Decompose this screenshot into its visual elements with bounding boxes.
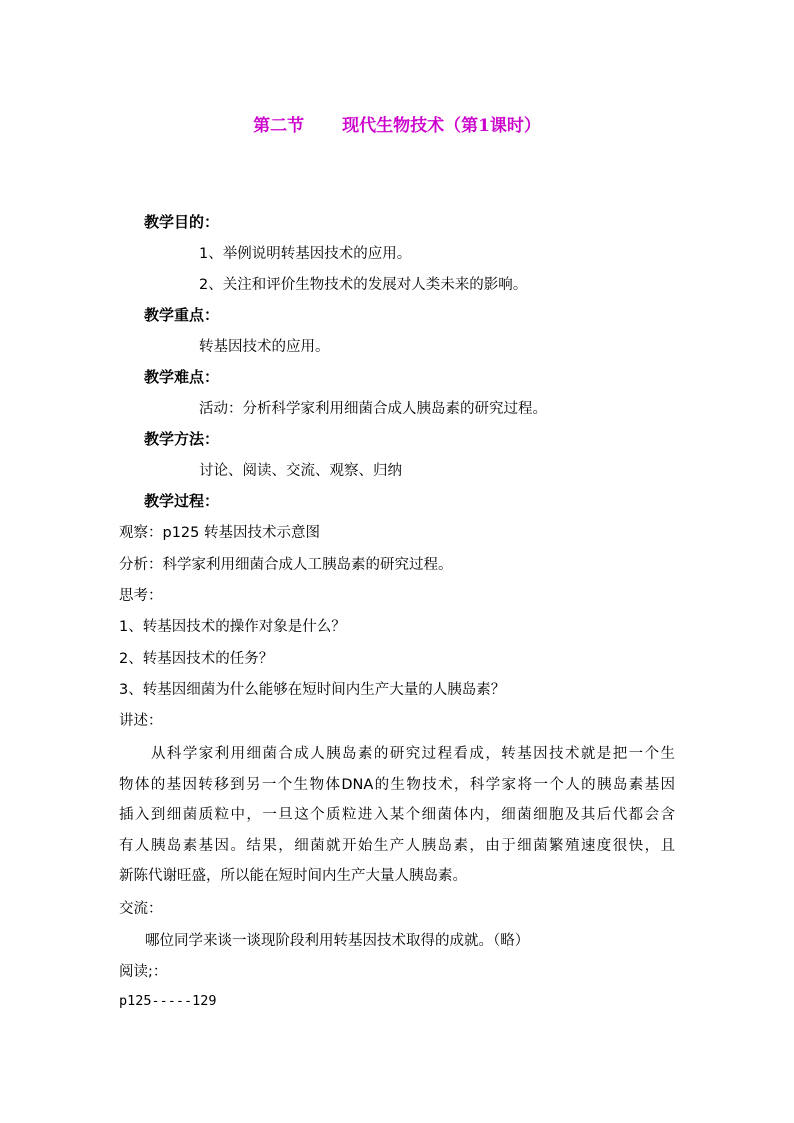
- exchange-label: 交流：: [119, 901, 163, 917]
- process-heading: 教学过程：: [144, 492, 220, 510]
- key-point-text: 转基因技术的应用。: [199, 339, 330, 355]
- question-3: 3、转基因细菌为什么能够在短时间内生产大量的人胰岛素？: [119, 682, 506, 698]
- goals-heading: 教学目的：: [144, 213, 220, 231]
- title-section-number: 第二节: [253, 116, 305, 136]
- lecture-line: 从科学家利用细菌合成人胰岛素的研究过程看成，转基因技术就是把一个生: [151, 746, 675, 762]
- method-heading: 教学方法：: [144, 430, 220, 448]
- lecture-label: 讲述：: [119, 713, 163, 729]
- read-label: 阅读;：: [119, 964, 168, 980]
- lecture-line: 插入到细菌质粒中，一旦这个质粒进入某个细菌体内，细菌细胞及其后代都会含: [119, 807, 675, 823]
- goal-2: 2、关注和评价生物技术的发展对人类未来的影响。: [199, 277, 528, 293]
- lecture-paragraph: [119, 739, 675, 892]
- question-2: 2、转基因技术的任务？: [119, 651, 274, 667]
- question-1: 1、转基因技术的操作对象是什么？: [119, 619, 346, 635]
- difficult-point-text: 活动：分析科学家利用细菌合成人胰岛素的研究过程。: [199, 401, 547, 417]
- goal-1: 1、举例说明转基因技术的应用。: [199, 246, 412, 262]
- method-text: 讨论、阅读、交流、观察、归纳: [199, 463, 402, 479]
- key-point-heading: 教学重点：: [144, 306, 220, 324]
- observe-line: 观察：p125 转基因技术示意图: [119, 525, 320, 541]
- lecture-line: 物体的基因转移到另一个生物体DNA的生物技术，科学家将一个人的胰岛素基因: [119, 776, 675, 793]
- page-title: [0, 111, 794, 136]
- analyze-line: 分析：科学家利用细菌合成人工胰岛素的研究过程。: [119, 557, 453, 573]
- lecture-line: 新陈代谢旺盛，所以能在短时间内生产大量人胰岛素。: [119, 868, 467, 884]
- think-label: 思考：: [119, 588, 163, 604]
- lecture-line: 有人胰岛素基因。结果，细菌就开始生产人胰岛素，由于细菌繁殖速度很快，且: [119, 837, 675, 854]
- difficult-point-heading: 教学难点：: [144, 368, 220, 386]
- title-topic: 现代生物技术（第1课时）: [342, 116, 541, 136]
- read-pages: p125-----129: [119, 993, 217, 1009]
- exchange-text: 哪位同学来谈一谈现阶段利用转基因技术取得的成就。（略）: [145, 933, 530, 949]
